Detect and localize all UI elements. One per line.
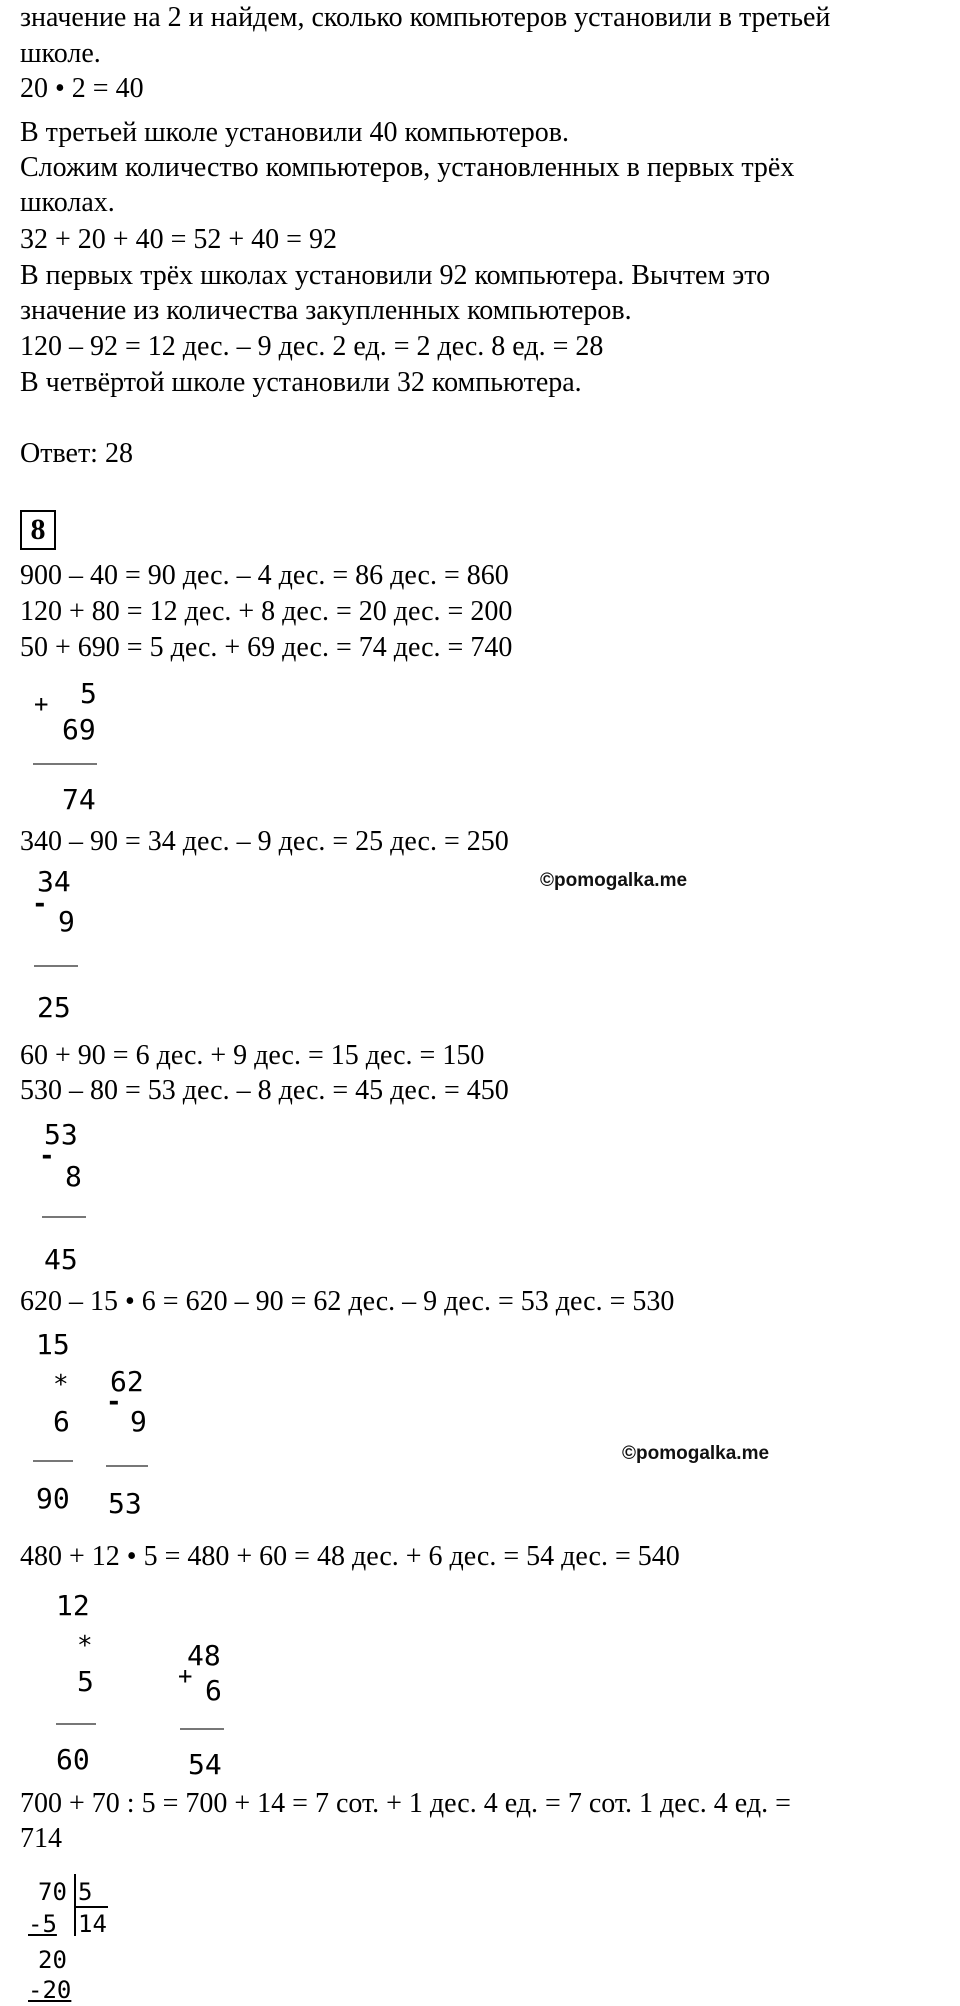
- equation-line: 620 – 15 • 6 = 620 – 90 = 62 дес. – 9 дес. = 53 дес. = 530: [20, 1286, 675, 1317]
- column-operator: *: [77, 1631, 93, 1661]
- equation-line: 714: [20, 1823, 62, 1854]
- column-result: 25: [37, 991, 71, 1024]
- equation-line: 480 + 12 • 5 = 480 + 60 = 48 дес. + 6 дес. = 54 дес. = 540: [20, 1541, 680, 1572]
- text-line: 20 • 2 = 40: [20, 73, 144, 104]
- column-operator: +: [34, 690, 49, 718]
- column-operator: -: [32, 889, 48, 919]
- column-result: 90: [36, 1482, 70, 1515]
- text-line: школах.: [20, 187, 115, 218]
- text-line: В четвёртой школе установили 32 компьютера.: [20, 367, 582, 398]
- column-rule: [56, 1723, 96, 1725]
- text-line: значение на 2 и найдем, сколько компьютеров установили в третьей: [20, 2, 831, 33]
- column-operator: -: [39, 1141, 55, 1171]
- column-operand: 6: [205, 1674, 222, 1707]
- column-operand: 34: [37, 865, 71, 898]
- division-step: -20: [28, 1976, 72, 2004]
- column-result: 60: [56, 1743, 90, 1776]
- column-operator: -: [106, 1387, 122, 1417]
- equation-line: 530 – 80 = 53 дес. – 8 дес. = 45 дес. = 450: [20, 1075, 509, 1106]
- equation-line: 340 – 90 = 34 дес. – 9 дес. = 25 дес. = 250: [20, 826, 509, 857]
- column-operand: 15: [36, 1328, 70, 1361]
- text-line: 120 – 92 = 12 дес. – 9 дес. 2 ед. = 2 дес. 8 ед. = 28: [20, 331, 604, 362]
- text-line: 32 + 20 + 40 = 52 + 40 = 92: [20, 224, 337, 255]
- column-result: 45: [44, 1243, 78, 1276]
- watermark: ©pomogalka.me: [540, 870, 688, 891]
- column-rule: [180, 1728, 224, 1730]
- answer-line: Ответ: 28: [20, 438, 133, 469]
- column-result: 54: [188, 1748, 222, 1781]
- equation-line: 120 + 80 = 12 дес. + 8 дес. = 20 дес. = 200: [20, 596, 513, 627]
- column-result: 53: [108, 1487, 142, 1520]
- column-operand: 6: [53, 1405, 70, 1438]
- division-dividend: 70: [38, 1878, 67, 1906]
- column-operand: 69: [62, 713, 96, 746]
- equation-line: 900 – 40 = 90 дес. – 4 дес. = 86 дес. = 860: [20, 560, 509, 591]
- division-step: 20: [38, 1946, 67, 1974]
- column-operand: 62: [110, 1365, 144, 1398]
- column-rule: [33, 763, 97, 765]
- column-operand: 5: [80, 677, 97, 710]
- column-rule: [34, 965, 78, 967]
- division-step: -5: [28, 1910, 57, 1938]
- column-operand: 12: [56, 1589, 90, 1622]
- column-result: 74: [62, 783, 96, 816]
- text-line: В первых трёх школах установили 92 компьютера. Вычтем это: [20, 260, 771, 291]
- equation-line: 60 + 90 = 6 дес. + 9 дес. = 15 дес. = 150: [20, 1040, 485, 1071]
- task-number-box: 8: [20, 510, 56, 550]
- column-operand: 53: [44, 1118, 78, 1151]
- column-operand: 9: [58, 905, 75, 938]
- column-operand: 9: [130, 1405, 147, 1438]
- column-operand: 8: [65, 1160, 82, 1193]
- column-operand: 48: [187, 1639, 221, 1672]
- equation-line: 50 + 690 = 5 дес. + 69 дес. = 74 дес. = 740: [20, 632, 513, 663]
- division-quotient: 14: [78, 1910, 107, 1938]
- column-operator: +: [178, 1662, 193, 1690]
- text-line: значение из количества закупленных компьютеров.: [20, 295, 632, 326]
- column-rule: [33, 1460, 73, 1462]
- text-line: школе.: [20, 38, 101, 69]
- column-operand: 5: [77, 1665, 94, 1698]
- division-vertical-bar: [74, 1874, 76, 1936]
- column-rule: [42, 1216, 86, 1218]
- watermark: ©pomogalka.me: [622, 1443, 770, 1464]
- column-operator: *: [53, 1370, 69, 1400]
- text-line: В третьей школе установили 40 компьютеров.: [20, 117, 570, 148]
- column-rule: [106, 1465, 148, 1467]
- text-line: Сложим количество компьютеров, установленных в первых трёх: [20, 152, 795, 183]
- division-divisor: 5: [78, 1878, 93, 1906]
- equation-line: 700 + 70 : 5 = 700 + 14 = 7 сот. + 1 дес. 4 ед. = 7 сот. 1 дес. 4 ед. =: [20, 1788, 791, 1819]
